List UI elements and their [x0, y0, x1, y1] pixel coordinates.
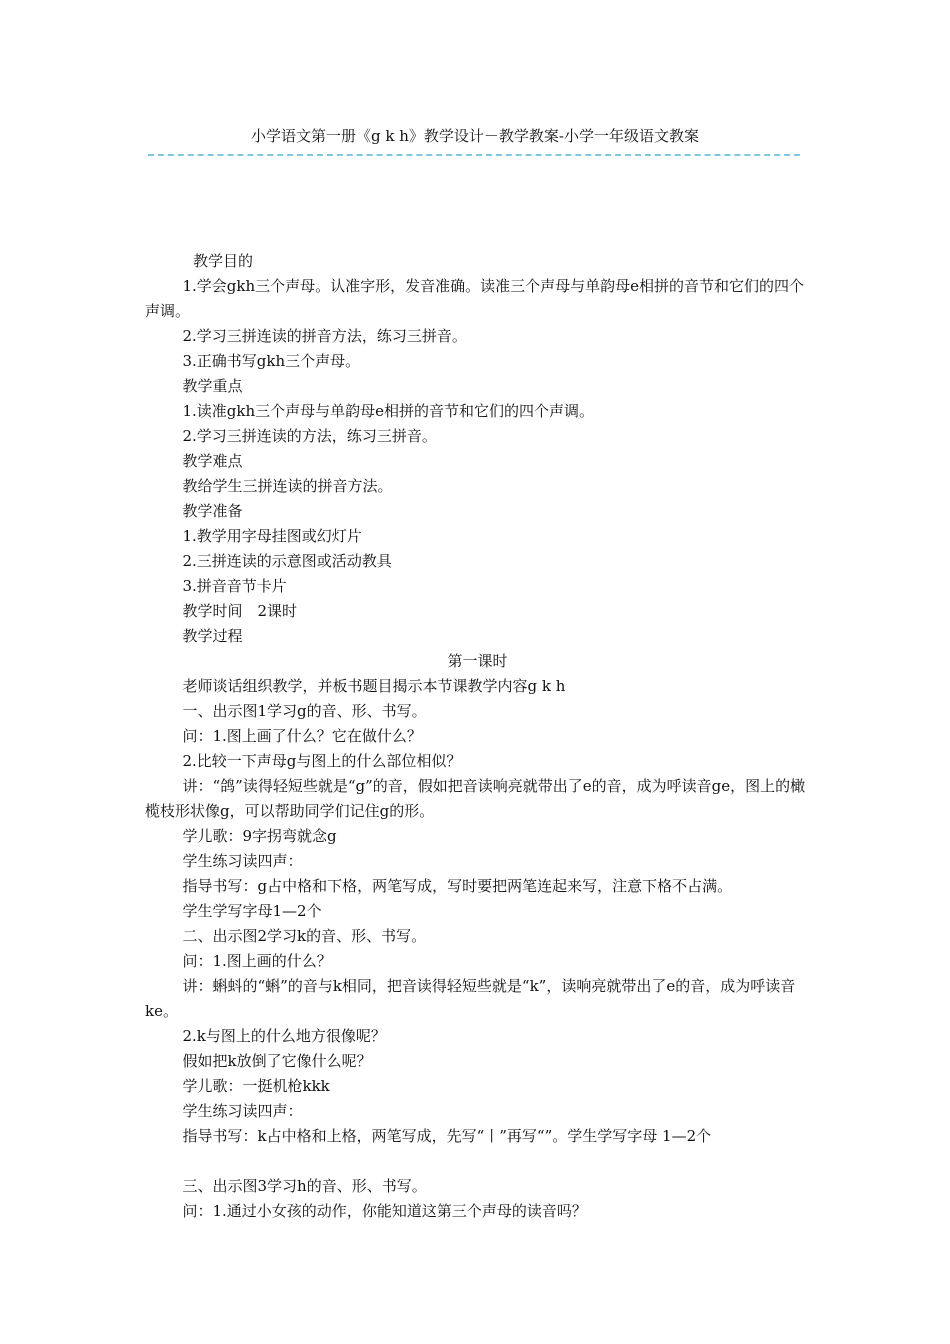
paragraph: 2.比较一下声母g与图上的什么部位相似？ [182, 752, 462, 770]
paragraph: 问：1.图上画的什么？ [182, 952, 332, 970]
paragraph: 指导书写：k占中格和上格，两笔写成，先写“丨”再写“”。学生学写字母 1—2个 [182, 1127, 712, 1145]
paragraph: 1.教学用字母挂图或幻灯片 [182, 527, 362, 545]
section-heading: 教学难点 [182, 452, 243, 470]
paragraph: 学生练习读四声： [182, 852, 303, 870]
paragraph: 3.拼音音节卡片 [182, 577, 287, 595]
paragraph: 2.学习三拼连读的方法，练习三拼音。 [182, 427, 437, 445]
paragraph: 1.学会gkh三个声母。认准字形，发音准确。读准三个声母与单韵母e相拼的音节和它们的四个声调。 [145, 277, 805, 320]
paragraph: 2.k与图上的什么地方很像呢？ [182, 1027, 386, 1045]
paragraph: 一、出示图1学习g的音、形、书写。 [182, 702, 427, 720]
paragraph: 教学时间 2课时 [182, 602, 298, 620]
paragraph: 讲：“鸽”读得轻短些就是“g”的音，假如把音读响亮就带出了e的音，成为呼读音ge，图上的橄榄枝形状像g，可以帮助同学们记住g的形。 [145, 777, 806, 820]
blank-line [145, 1149, 810, 1174]
paragraph: 老师谈话组织教学，并板书题目揭示本节课教学内容g k h [182, 677, 566, 695]
section-heading: 教学准备 [182, 502, 243, 520]
section-heading: 教学目的 [193, 252, 254, 270]
paragraph: 二、出示图2学习k的音、形、书写。 [182, 927, 427, 945]
paragraph: 3.正确书写gkh三个声母。 [182, 352, 361, 370]
document-title: 小学语文第一册《g k h》教学设计－教学教案-小学一年级语文教案 [251, 127, 699, 145]
paragraph: 讲：蝌蚪的“蝌”的音与k相同，把音读得轻短些就是“k”，读响亮就带出了e的音，成为呼读音ke。 [145, 977, 796, 1020]
section-heading: 教学重点 [182, 377, 243, 395]
paragraph: 2.三拼连读的示意图或活动教具 [182, 552, 392, 570]
paragraph: 假如把k放倒了它像什么呢？ [182, 1052, 372, 1070]
paragraph: 学儿歌：9字拐弯就念g [182, 827, 337, 845]
paragraph: 2.学习三拼连读的拼音方法，练习三拼音。 [182, 327, 467, 345]
paragraph: 学生学写字母1—2个 [182, 902, 322, 920]
paragraph: 问：1.通过小女孩的动作，你能知道这第三个声母的读音吗？ [182, 1202, 587, 1220]
section-heading: 教学过程 [182, 627, 243, 645]
paragraph: 三、出示图3学习h的音、形、书写。 [182, 1177, 427, 1195]
paragraph: 指导书写：g占中格和下格，两笔写成，写时要把两笔连起来写，注意下格不占满。 [182, 877, 733, 895]
paragraph: 学儿歌：一挺机枪kkk [182, 1077, 330, 1095]
paragraph: 问：1.图上画了什么？它在做什么？ [182, 727, 422, 745]
paragraph: 1.读准gkh三个声母与单韵母e相拼的音节和它们的四个声调。 [182, 402, 595, 420]
lesson-heading: 第一课时 [447, 652, 508, 670]
document-body [145, 249, 810, 1224]
title-divider [148, 154, 800, 156]
paragraph: 教给学生三拼连读的拼音方法。 [182, 477, 393, 495]
paragraph: 学生练习读四声： [182, 1102, 303, 1120]
